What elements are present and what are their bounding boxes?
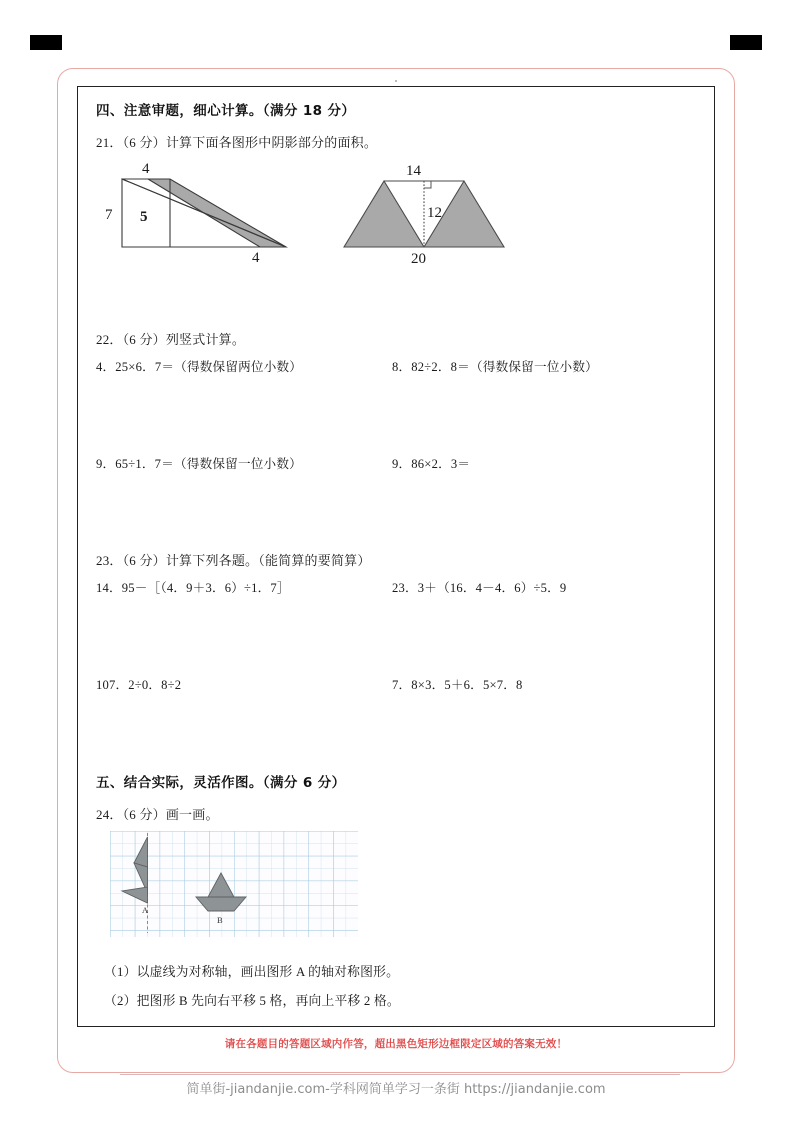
page-speck <box>395 80 397 82</box>
work-space-q21 <box>96 267 696 329</box>
q23-expr-1a: 14．95－［（4．9＋3．6）÷1．7］ <box>96 581 290 595</box>
question-21-prompt: 21．（6 分）计算下面各图形中阴影部分的面积。 <box>96 135 378 150</box>
figure-two-triangles <box>328 159 518 270</box>
left-shaded-triangle <box>344 181 424 247</box>
question-23-prompt: 23．（6 分）计算下列各题。（能简算的要简算） <box>96 553 371 568</box>
question-24-grid-area <box>110 831 358 939</box>
question-23-row-1 <box>96 577 696 596</box>
site-watermark: 简单街-jiandanjie.com-学科网简单学习一条街 https://jiandanjie.com <box>186 1082 606 1097</box>
q22-expr-2b: 9．86×2．3＝ <box>392 457 471 471</box>
shape-a-label: A <box>142 905 149 915</box>
figure-label-left: 7 <box>105 207 113 223</box>
question-22-row-1 <box>96 356 696 375</box>
work-space-q23-row1 <box>96 596 696 674</box>
answer-region-box <box>77 86 715 1027</box>
q22-expr-1a: 4．25×6．7＝（得数保留两位小数） <box>96 360 303 374</box>
figure-label-inner: 5 <box>140 209 148 225</box>
figure-label-base: 20 <box>411 251 426 265</box>
answer-content <box>78 87 714 1026</box>
q22-expr-1b: 8．82÷2．8＝（得数保留一位小数） <box>392 360 598 374</box>
figure-label-top: 4 <box>142 161 150 177</box>
q23-expr-2b: 7．8×3．5＋6．5×7．8 <box>392 678 523 692</box>
grid-bottom-gap <box>96 939 696 961</box>
work-space-q22-row1 <box>96 375 696 453</box>
figure-triangle-rectangle-svg <box>100 159 310 265</box>
section-five-heading: 五、结合实际，灵活作图。（满分 6 分） <box>96 775 346 791</box>
question-22-prompt: 22．（6 分）列竖式计算。 <box>96 332 246 347</box>
question-24-prompt: 24．（6 分）画一画。 <box>96 807 219 822</box>
work-space-q22-row2 <box>96 472 696 550</box>
question-24-sub-item-1: （1）以虚线为对称轴，画出图形 A 的轴对称图形。 <box>104 965 400 979</box>
shape-b-label: B <box>217 915 223 925</box>
q23-expr-2a: 107．2÷0．8÷2 <box>96 678 182 692</box>
question-21-figures <box>96 159 696 267</box>
answer-region-notice: 请在各题目的答题区域内作答，超出黑色矩形边框限定区域的答案无效！ <box>224 1038 568 1050</box>
figure-label-bottom: 4 <box>252 250 260 265</box>
q23-expr-1b: 23．3＋（16．4－4．6）÷5．9 <box>392 581 567 595</box>
work-space-q23-row2 <box>96 693 696 771</box>
shaded-band <box>148 179 286 247</box>
figure-label-height: 12 <box>427 205 442 221</box>
right-angle-mark <box>424 181 431 188</box>
figure-label-top-width: 14 <box>406 163 421 179</box>
q22-expr-2a: 9．65÷1．7＝（得数保留一位小数） <box>96 457 302 471</box>
registration-mark-left <box>30 35 62 50</box>
grid-svg <box>110 831 358 937</box>
registration-mark-right <box>730 35 762 50</box>
question-24-sub-item-2: （2）把图形 B 先向右平移 5 格，再向上平移 2 格。 <box>104 994 400 1008</box>
question-22-row-2 <box>96 453 696 472</box>
watermark-rule <box>120 1074 680 1075</box>
question-23-row-2 <box>96 674 696 693</box>
section-four-heading: 四、注意审题，细心计算。（满分 18 分） <box>96 103 356 119</box>
figure-triangle-rectangle <box>100 159 310 270</box>
figure-two-triangles-svg <box>328 159 518 265</box>
